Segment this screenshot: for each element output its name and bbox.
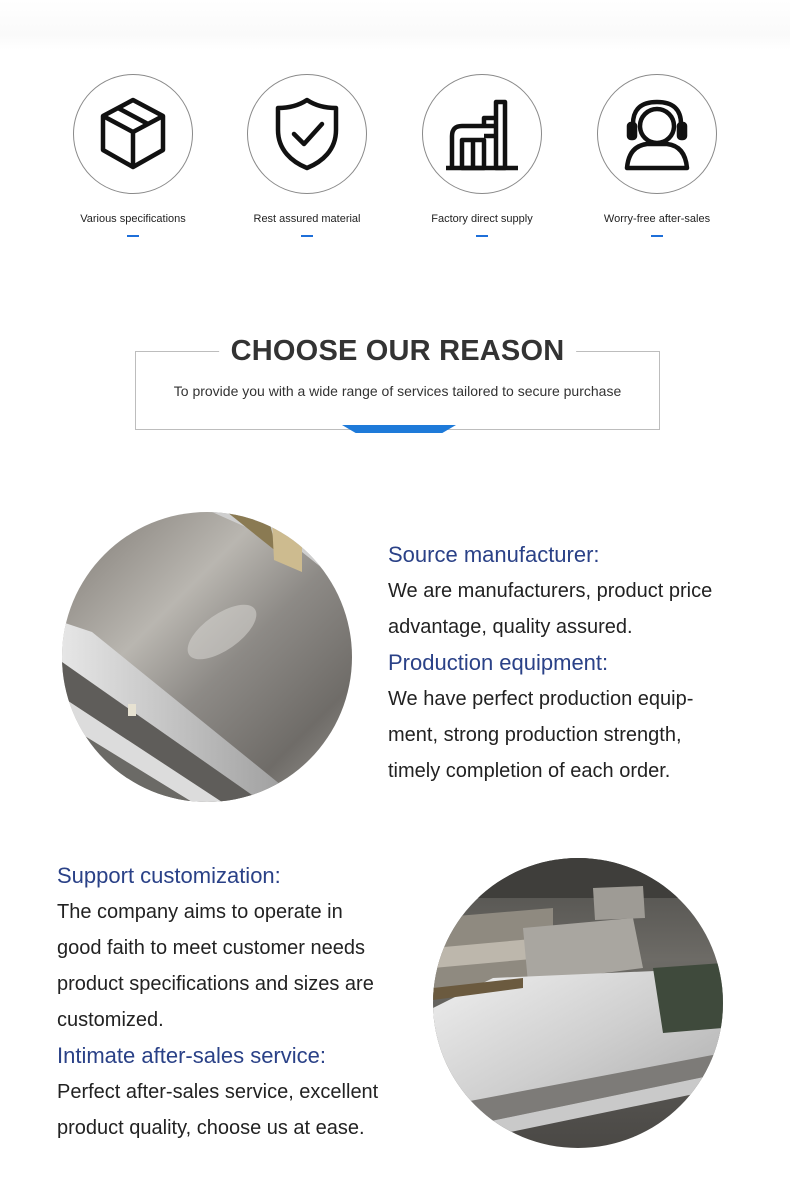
feature-circle	[73, 74, 193, 194]
feature-dash	[127, 235, 139, 237]
cube-icon	[97, 96, 169, 172]
paragraph-line: The company aims to operate in	[57, 901, 343, 923]
feature-circle	[247, 74, 367, 194]
paragraph-line: good faith to meet customer needs	[57, 937, 365, 959]
section2-text	[57, 858, 437, 1146]
section-title: CHOOSE OUR REASON	[219, 335, 577, 368]
paragraph-line: ment, strong production strength,	[388, 724, 682, 746]
feature-label: Rest assured material	[253, 213, 361, 225]
source-manufacturer-heading: Source manufacturer:	[388, 542, 600, 567]
feature-label: Various specifications	[80, 213, 186, 225]
feature-label: Factory direct supply	[431, 213, 533, 225]
feature-dash	[651, 235, 663, 237]
feature-rest-assured-material	[227, 74, 387, 237]
factory-icon	[444, 96, 520, 172]
feature-worry-free-after-sales	[577, 74, 737, 237]
paragraph-line: customized.	[57, 1009, 164, 1031]
feature-dash	[476, 235, 488, 237]
paragraph-line: We have perfect production equip-	[388, 688, 694, 710]
accent-tab	[342, 425, 456, 433]
reason-box	[135, 335, 660, 430]
section1-text	[388, 537, 778, 789]
support-customization-heading: Support customization:	[57, 863, 281, 888]
paragraph-line: We are manufacturers, product price	[388, 580, 713, 602]
steel-sheets-photo	[62, 512, 352, 802]
paragraph-line: product specifications and sizes are	[57, 973, 374, 995]
production-equipment-heading: Production equipment:	[388, 650, 609, 675]
feature-various-specifications	[53, 74, 213, 237]
feature-circle	[597, 74, 717, 194]
feature-circle	[422, 74, 542, 194]
after-sales-service-heading: Intimate after-sales service:	[57, 1043, 326, 1068]
shield-check-icon	[272, 96, 342, 172]
headset-support-icon	[619, 96, 695, 172]
section-subtitle: To provide you with a wide range of services tailored to secure purchase	[173, 383, 622, 399]
feature-label: Worry-free after-sales	[603, 213, 711, 225]
paragraph-line: Perfect after-sales service, excellent	[57, 1081, 379, 1103]
top-fade	[0, 0, 790, 50]
paragraph-line: advantage, quality assured.	[388, 616, 633, 638]
feature-dash	[301, 235, 313, 237]
feature-factory-direct-supply	[402, 74, 562, 237]
paragraph-line: timely completion of each order.	[388, 760, 671, 782]
paragraph-line: product quality, choose us at ease.	[57, 1117, 365, 1139]
warehouse-photo	[433, 858, 723, 1148]
